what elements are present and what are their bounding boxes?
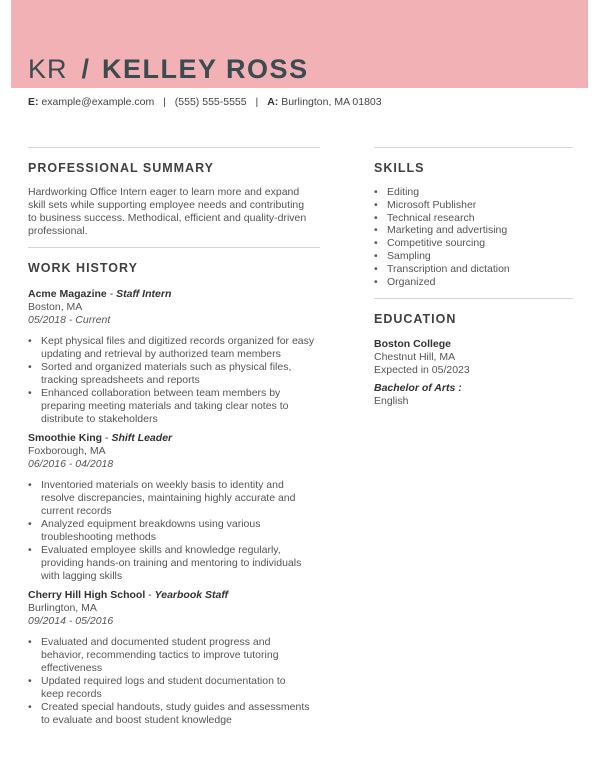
job-bullets — [28, 335, 323, 426]
job-bullet: • Evaluated and documented student progress and behavior, recommending tactics to improve tutoring effectiveness — [28, 636, 323, 675]
job-title-row — [28, 288, 323, 301]
divider — [28, 147, 320, 148]
job-dash: - — [106, 288, 117, 300]
job-title-row — [28, 432, 323, 445]
job-bullets — [28, 636, 323, 727]
full-name: KELLEY ROSS — [102, 54, 309, 84]
school-location: Chestnut Hill, MA — [374, 351, 456, 363]
degree-field: English — [374, 395, 409, 407]
divider — [374, 298, 573, 299]
skill-item: • Microsoft Publisher — [374, 199, 510, 212]
job-entry — [28, 589, 323, 727]
skill-item: • Sampling — [374, 250, 510, 263]
education-entry — [374, 338, 574, 408]
job-role: Yearbook Staff — [154, 589, 229, 601]
job-location: Foxborough, MA — [28, 445, 106, 457]
phone-value: (555) 555-5555 — [174, 96, 247, 108]
skill-item: • Marketing and advertising — [374, 224, 510, 237]
name-slash: / — [81, 54, 91, 84]
summary-line: professional. — [28, 225, 88, 237]
job-bullet: • Kept physical files and digitized records organized for easy updating and retrieval by authorized team members — [28, 335, 323, 361]
job-company: Cherry Hill High School — [28, 589, 146, 601]
summary-line: skill sets while supporting employee needs and contributing — [28, 199, 305, 211]
email-label: E: — [28, 96, 39, 108]
job-bullet: • Sorted and organized materials such as physical files, tracking spreadsheets and reports — [28, 361, 323, 387]
job-bullet: • Inventoried materials on weekly basis to identity and resolve discrepancies, maintaining highly accurate and current records — [28, 479, 323, 518]
summary-text — [28, 186, 328, 238]
work-history-heading: WORK HISTORY — [28, 261, 138, 275]
education-heading: EDUCATION — [374, 312, 457, 326]
skills-heading: SKILLS — [374, 161, 425, 175]
job-bullet: • Updated required logs and student documentation to keep records — [28, 675, 323, 701]
job-company: Acme Magazine — [28, 288, 107, 300]
skill-item: • Editing — [374, 186, 510, 199]
job-entry — [28, 288, 323, 426]
contact-separator: | — [163, 96, 166, 108]
skill-item: • Organized — [374, 276, 510, 289]
skill-item: • Technical research — [374, 212, 510, 225]
email-value: example@example.com — [41, 96, 155, 108]
job-dates: 05/2018 - Current — [28, 314, 111, 326]
job-dash: - — [102, 432, 112, 444]
summary-line: to business success. Methodical, efficient and quality-driven — [28, 212, 307, 224]
job-role: Staff Intern — [116, 288, 172, 300]
degree-name: Bachelor of Arts : — [374, 382, 462, 394]
divider — [374, 147, 573, 148]
job-bullets — [28, 479, 323, 583]
job-bullet: • Enhanced collaboration between team members by preparing meeting materials and taking clear notes to distribute to stakeholders — [28, 387, 323, 426]
job-title-row — [28, 589, 323, 602]
school-name: Boston College — [374, 338, 452, 350]
address-label: A: — [267, 96, 279, 108]
resume-name — [28, 54, 309, 85]
skill-item: • Transcription and dictation — [374, 263, 510, 276]
job-location: Burlington, MA — [28, 602, 97, 614]
job-dates: 09/2014 - 05/2016 — [28, 615, 114, 627]
summary-line: Hardworking Office Intern eager to learn more and expand — [28, 186, 300, 198]
graduation-date: Expected in 05/2023 — [374, 364, 470, 376]
summary-heading: PROFESSIONAL SUMMARY — [28, 161, 214, 175]
contact-separator: | — [255, 96, 259, 108]
job-dates: 06/2016 - 04/2018 — [28, 458, 114, 470]
job-role: Shift Leader — [111, 432, 173, 444]
skill-item: • Competitive sourcing — [374, 237, 510, 250]
divider — [28, 247, 320, 248]
job-entry — [28, 432, 323, 583]
job-bullet: • Analyzed equipment breakdowns using various troubleshooting methods — [28, 518, 323, 544]
job-dash: - — [145, 589, 155, 601]
skills-list — [374, 186, 510, 288]
contact-line — [28, 96, 382, 108]
job-company: Smoothie King — [28, 432, 103, 444]
job-bullet: • Created special handouts, study guides and assessments to evaluate and boost student knowledge — [28, 701, 323, 727]
address-value: Burlington, MA 01803 — [281, 96, 382, 108]
job-location: Boston, MA — [28, 301, 83, 313]
job-bullet: • Evaluated employee skills and knowledge regularly, providing hands-on training and mentoring to individuals with lagging skills — [28, 544, 323, 583]
name-initials: KR — [28, 54, 68, 84]
